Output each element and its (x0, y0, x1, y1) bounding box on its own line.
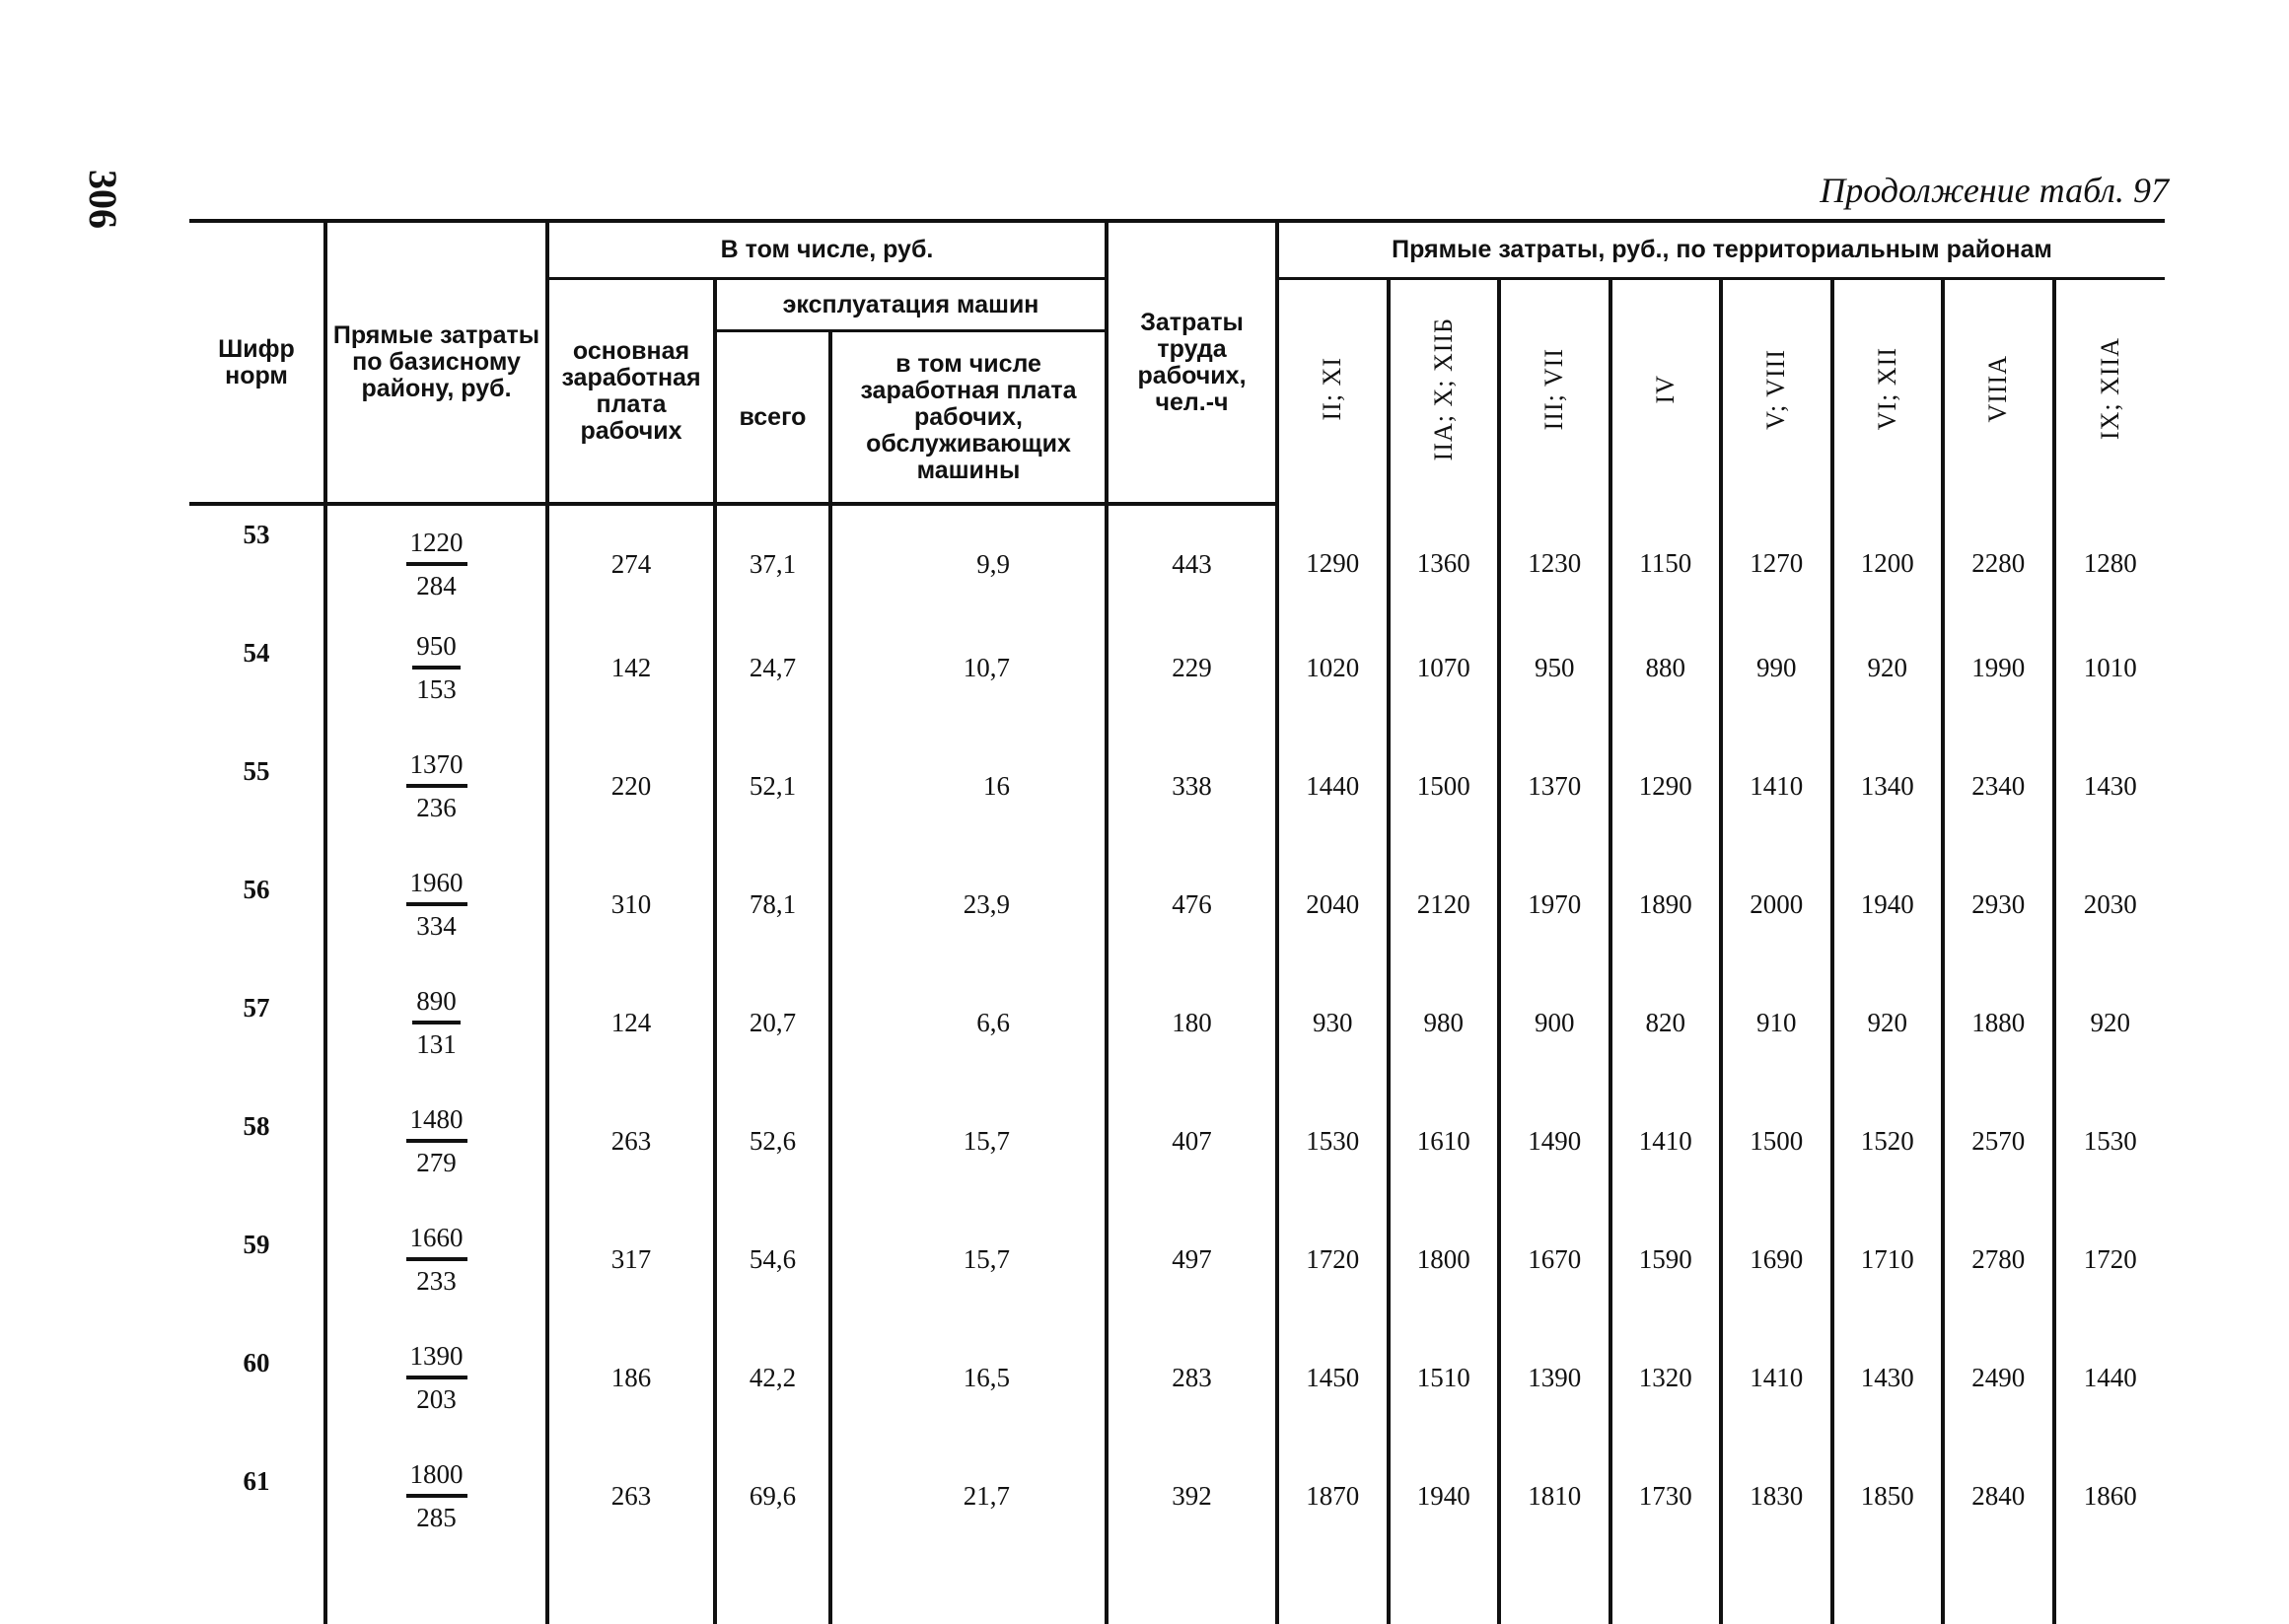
region-cost: 950 (1499, 608, 1610, 727)
region-cost: 2780 (1943, 1200, 2054, 1318)
region-cost: 1390 (1499, 1318, 1610, 1437)
region-cost: 1880 (1943, 963, 2054, 1082)
table-row (189, 1082, 2165, 1200)
machines-wage: 6,6 (830, 963, 1107, 1082)
region-cost: 2030 (2054, 845, 2166, 963)
region-cost: 2840 (1943, 1437, 2054, 1555)
region-cost: 1070 (1389, 608, 1500, 727)
labor-cost: 338 (1107, 727, 1277, 845)
table-caption: Продолжение табл. 97 (1820, 171, 2169, 210)
header-direct-base: Прямые затраты по базисному району, руб. (325, 221, 547, 504)
region-cost: 2040 (1277, 845, 1389, 963)
region-cost: 1410 (1610, 1082, 1722, 1200)
basic-wage: 274 (547, 504, 715, 608)
machines-total: 78,1 (715, 845, 830, 963)
region-cost: 2930 (1943, 845, 2054, 963)
region-cost: 2490 (1943, 1318, 2054, 1437)
machines-total: 37,1 (715, 504, 830, 608)
region-cost: 1610 (1389, 1082, 1500, 1200)
region-cost: 1870 (1277, 1437, 1389, 1555)
direct-cost-wage: 284 (416, 571, 457, 600)
fraction (412, 626, 461, 709)
region-cost: 1150 (1610, 504, 1722, 608)
table-header (189, 221, 2165, 504)
header-machines-total: всего (715, 331, 830, 505)
norm-code: 61 (243, 1466, 270, 1496)
region-cost: 980 (1389, 963, 1500, 1082)
region-cost: 920 (2054, 963, 2166, 1082)
direct-cost: 1370 (406, 744, 467, 788)
region-cost: 2340 (1943, 727, 2054, 845)
region-cost: 2570 (1943, 1082, 2054, 1200)
region-cost: 900 (1499, 963, 1610, 1082)
header-incl: В том числе, руб. (547, 221, 1107, 279)
labor-cost: 180 (1107, 963, 1277, 1082)
spacer-cell (715, 1555, 830, 1624)
fraction (406, 863, 467, 946)
header-region (2054, 279, 2166, 505)
direct-cost: 1660 (406, 1218, 467, 1261)
basic-wage: 310 (547, 845, 715, 963)
region-label: V; VIII (1761, 348, 1791, 430)
region-label: VIIIA (1983, 355, 2013, 423)
region-cost: 1940 (1832, 845, 1944, 963)
labor-cost: 443 (1107, 504, 1277, 608)
norm-code: 54 (243, 638, 270, 668)
region-cost: 1440 (2054, 1318, 2166, 1437)
region-cost: 1940 (1389, 1437, 1500, 1555)
machines-wage: 16,5 (830, 1318, 1107, 1437)
direct-cost: 1480 (406, 1099, 467, 1143)
fraction (412, 981, 461, 1064)
region-cost: 1690 (1721, 1200, 1832, 1318)
header-region (1943, 279, 2054, 505)
norm-code: 57 (243, 993, 270, 1023)
direct-cost-fraction (325, 504, 547, 608)
region-cost: 1670 (1499, 1200, 1610, 1318)
table-row (189, 1437, 2165, 1555)
table-row (189, 845, 2165, 963)
direct-cost: 1220 (406, 523, 467, 566)
direct-cost: 1390 (406, 1336, 467, 1379)
region-cost: 1430 (2054, 727, 2166, 845)
direct-cost: 890 (412, 981, 461, 1024)
region-cost: 1230 (1499, 504, 1610, 608)
direct-cost-wage: 236 (416, 793, 457, 822)
machines-wage: 16 (830, 727, 1107, 845)
header-basic-wage: основная заработная плата рабочих (547, 279, 715, 505)
region-cost: 990 (1721, 608, 1832, 727)
direct-cost-wage: 153 (416, 674, 457, 704)
region-cost: 1280 (2054, 504, 2166, 608)
region-cost: 1720 (2054, 1200, 2166, 1318)
region-cost: 1590 (1610, 1200, 1722, 1318)
region-cost: 1430 (1832, 1318, 1944, 1437)
machines-wage: 23,9 (830, 845, 1107, 963)
region-cost: 920 (1832, 608, 1944, 727)
machines-wage: 10,7 (830, 608, 1107, 727)
region-cost: 880 (1610, 608, 1722, 727)
region-cost: 1730 (1610, 1437, 1722, 1555)
region-label: II; XI (1318, 357, 1347, 421)
region-cost: 1370 (1499, 727, 1610, 845)
spacer-cell (1107, 1555, 1277, 1624)
direct-cost-wage: 285 (416, 1503, 457, 1532)
fraction (406, 1099, 467, 1182)
header-machines: эксплуатация машин (715, 279, 1107, 331)
spacer-cell (1277, 1555, 1389, 1624)
header-region (1499, 279, 1610, 505)
norm-code: 55 (243, 756, 270, 786)
region-cost: 1270 (1721, 504, 1832, 608)
region-label: IIA; X; XIIБ (1428, 317, 1458, 461)
direct-cost-wage: 233 (416, 1266, 457, 1296)
machines-wage: 21,7 (830, 1437, 1107, 1555)
spacer-cell (830, 1555, 1107, 1624)
direct-cost-fraction (325, 1318, 547, 1437)
labor-cost: 497 (1107, 1200, 1277, 1318)
region-cost: 910 (1721, 963, 1832, 1082)
table-row (189, 963, 2165, 1082)
region-cost: 1530 (1277, 1082, 1389, 1200)
cost-table (189, 219, 2165, 1624)
region-cost: 1500 (1721, 1082, 1832, 1200)
basic-wage: 263 (547, 1437, 715, 1555)
basic-wage: 142 (547, 608, 715, 727)
spacer-row (189, 1555, 2165, 1624)
region-cost: 1020 (1277, 608, 1389, 727)
norm-code: 60 (243, 1348, 270, 1377)
spacer-cell (1499, 1555, 1610, 1624)
region-cost: 1890 (1610, 845, 1722, 963)
header-region (1832, 279, 1944, 505)
table-row (189, 608, 2165, 727)
region-cost: 1440 (1277, 727, 1389, 845)
region-cost: 1710 (1832, 1200, 1944, 1318)
region-cost: 1410 (1721, 1318, 1832, 1437)
labor-cost: 407 (1107, 1082, 1277, 1200)
region-cost: 1970 (1499, 845, 1610, 963)
direct-cost-fraction (325, 727, 547, 845)
fraction (406, 523, 467, 605)
region-cost: 1510 (1389, 1318, 1500, 1437)
labor-cost: 476 (1107, 845, 1277, 963)
direct-cost-fraction (325, 963, 547, 1082)
machines-total: 24,7 (715, 608, 830, 727)
norm-code: 56 (243, 875, 270, 904)
table-row (189, 1200, 2165, 1318)
region-cost: 1810 (1499, 1437, 1610, 1555)
machines-total: 52,1 (715, 727, 830, 845)
region-label: III; VII (1539, 347, 1569, 431)
region-cost: 920 (1832, 963, 1944, 1082)
region-cost: 1340 (1832, 727, 1944, 845)
spacer-cell (189, 1555, 325, 1624)
header-regions-title: Прямые затраты, руб., по территориальным районам (1277, 221, 2165, 279)
region-cost: 2280 (1943, 504, 2054, 608)
fraction (406, 1218, 467, 1301)
machines-wage: 15,7 (830, 1200, 1107, 1318)
machines-wage: 9,9 (830, 504, 1107, 608)
header-region (1721, 279, 1832, 505)
labor-cost: 392 (1107, 1437, 1277, 1555)
region-label: IV (1650, 374, 1680, 404)
region-cost: 820 (1610, 963, 1722, 1082)
region-cost: 1410 (1721, 727, 1832, 845)
direct-cost-wage: 334 (416, 911, 457, 941)
header-region (1389, 279, 1500, 505)
basic-wage: 124 (547, 963, 715, 1082)
table-row (189, 504, 2165, 608)
direct-cost-wage: 131 (416, 1029, 457, 1059)
machines-wage: 15,7 (830, 1082, 1107, 1200)
region-cost: 2000 (1721, 845, 1832, 963)
table-body (189, 504, 2165, 1624)
norm-code: 58 (243, 1111, 270, 1141)
region-cost: 1530 (2054, 1082, 2166, 1200)
table-row (189, 1318, 2165, 1437)
machines-total: 69,6 (715, 1437, 830, 1555)
region-cost: 1990 (1943, 608, 2054, 727)
region-label: VI; XII (1872, 347, 1901, 431)
region-cost: 1320 (1610, 1318, 1722, 1437)
direct-cost-fraction (325, 845, 547, 963)
page-number: 306 (81, 170, 125, 229)
direct-cost-fraction (325, 608, 547, 727)
region-cost: 1500 (1389, 727, 1500, 845)
machines-total: 20,7 (715, 963, 830, 1082)
header-code: Шифр норм (189, 221, 325, 504)
machines-total: 42,2 (715, 1318, 830, 1437)
spacer-cell (547, 1555, 715, 1624)
labor-cost: 283 (1107, 1318, 1277, 1437)
region-cost: 1860 (2054, 1437, 2166, 1555)
norm-code: 59 (243, 1230, 270, 1259)
region-cost: 1490 (1499, 1082, 1610, 1200)
direct-cost-wage: 203 (416, 1384, 457, 1414)
region-cost: 930 (1277, 963, 1389, 1082)
machines-total: 54,6 (715, 1200, 830, 1318)
spacer-cell (1610, 1555, 1722, 1624)
basic-wage: 186 (547, 1318, 715, 1437)
table-row (189, 727, 2165, 845)
direct-cost: 950 (412, 626, 461, 670)
fraction (406, 1336, 467, 1419)
direct-cost: 1800 (406, 1454, 467, 1498)
fraction (406, 744, 467, 827)
spacer-cell (1832, 1555, 1944, 1624)
region-cost: 1850 (1832, 1437, 1944, 1555)
region-cost: 1520 (1832, 1082, 1944, 1200)
fraction (406, 1454, 467, 1537)
spacer-cell (1721, 1555, 1832, 1624)
region-cost: 1360 (1389, 504, 1500, 608)
machines-total: 52,6 (715, 1082, 830, 1200)
region-cost: 1200 (1832, 504, 1944, 608)
header-region (1610, 279, 1722, 505)
region-cost: 1450 (1277, 1318, 1389, 1437)
region-cost: 1800 (1389, 1200, 1500, 1318)
header-region (1277, 279, 1389, 505)
region-cost: 1720 (1277, 1200, 1389, 1318)
spacer-cell (2054, 1555, 2166, 1624)
basic-wage: 263 (547, 1082, 715, 1200)
direct-cost-fraction (325, 1200, 547, 1318)
spacer-cell (1943, 1555, 2054, 1624)
direct-cost-fraction (325, 1082, 547, 1200)
direct-cost-fraction (325, 1437, 547, 1555)
labor-cost: 229 (1107, 608, 1277, 727)
region-cost: 1830 (1721, 1437, 1832, 1555)
header-labor: Затраты труда рабочих, чел.-ч (1107, 221, 1277, 504)
header-machines-wage: в том числе заработная плата рабочих, обслуживающих машины (830, 331, 1107, 505)
basic-wage: 317 (547, 1200, 715, 1318)
region-cost: 1290 (1610, 727, 1722, 845)
region-cost: 1010 (2054, 608, 2166, 727)
region-cost: 2120 (1389, 845, 1500, 963)
spacer-cell (325, 1555, 547, 1624)
basic-wage: 220 (547, 727, 715, 845)
spacer-cell (1389, 1555, 1500, 1624)
region-cost: 1290 (1277, 504, 1389, 608)
norm-code: 53 (243, 520, 270, 549)
direct-cost: 1960 (406, 863, 467, 906)
direct-cost-wage: 279 (416, 1148, 457, 1177)
region-label: IX; XIIA (2095, 337, 2124, 441)
